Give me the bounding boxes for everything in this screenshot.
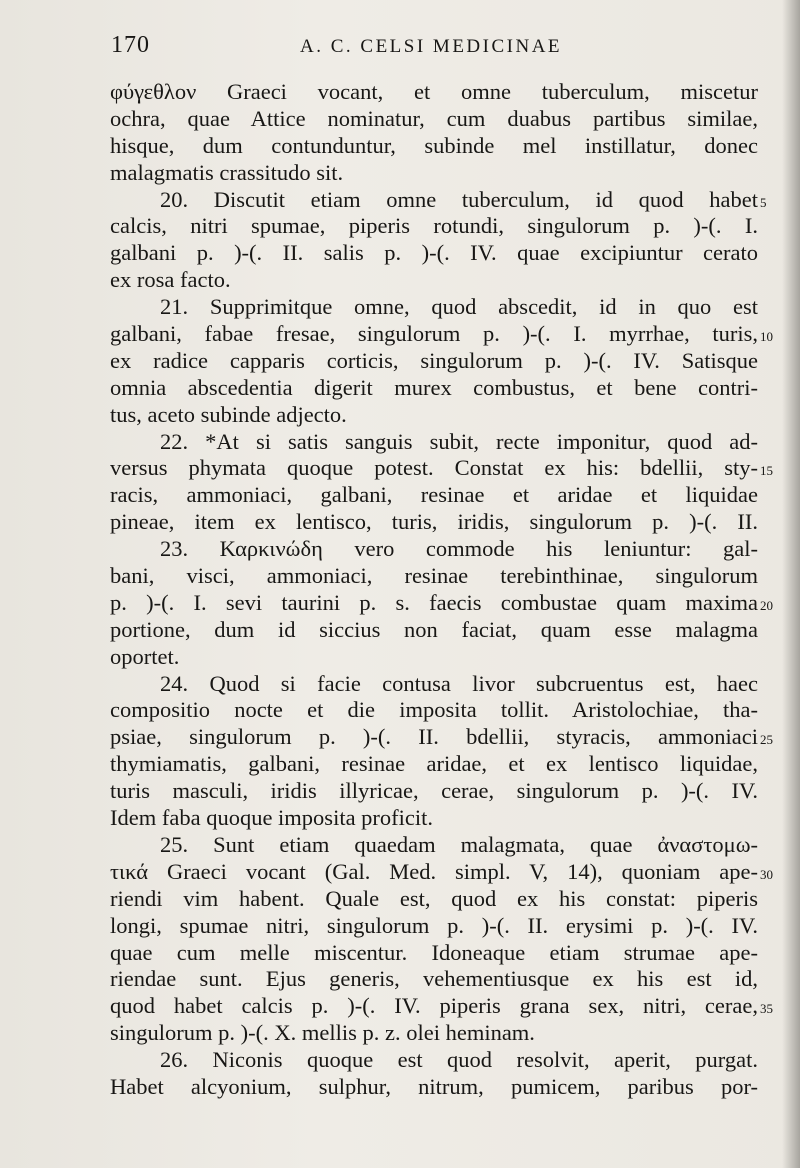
- text-line: [110, 778, 758, 805]
- line-text: p. )-(. I. sevi taurini p. s. faecis combustae quam maxima: [110, 589, 758, 615]
- text-body: [110, 79, 773, 1101]
- text-line: [110, 536, 758, 563]
- line-text: versus phymata quoque potest. Constat ex his: bdellii, sty-: [110, 455, 758, 481]
- text-line: [110, 563, 758, 590]
- text-line: [110, 644, 758, 671]
- text-line: [110, 160, 758, 187]
- line-text: malagmatis crassitudo sit.: [110, 159, 344, 185]
- line-text: ochra, quae Attice nominatur, cum duabus partibus similae,: [110, 105, 758, 131]
- text-line: [110, 213, 758, 240]
- running-title: A. C. CELSI MEDICINAE: [300, 36, 563, 57]
- text-line: [110, 375, 758, 402]
- line-text: psiae, singulorum p. )-(. II. bdellii, styracis, ammoniaci: [110, 724, 758, 750]
- line-text: longi, spumae nitri, singulorum p. )-(. II. erysimi p. )-(. IV.: [110, 912, 758, 938]
- text-line: [110, 751, 758, 778]
- text-line: [110, 671, 758, 698]
- margin-line-number: 5: [760, 194, 767, 210]
- scan-edge-shadow: [782, 0, 800, 1168]
- text-line: [110, 482, 758, 509]
- line-text: quae cum melle miscentur. Idoneaque etiam strumae ape-: [110, 939, 758, 965]
- line-text: turis masculi, iridis illyricae, cerae, singulorum p. )-(. IV.: [110, 778, 758, 804]
- line-text: 21. Supprimitque omne, quod abscedit, id in quo est: [160, 294, 758, 320]
- text-line: [110, 429, 758, 456]
- text-line: [110, 455, 773, 482]
- line-text: thymiamatis, galbani, resinae aridae, et ex lentisco liquidae,: [110, 751, 758, 777]
- line-text: bani, visci, ammoniaci, resinae terebinthinae, singulorum: [110, 563, 758, 589]
- line-text: 26. Niconis quoque est quod resolvit, aperit, purgat.: [160, 1047, 758, 1073]
- line-text: riendae sunt. Ejus generis, vehementiusque ex his est id,: [110, 966, 758, 992]
- text-line: [110, 617, 758, 644]
- line-text: 24. Quod si facie contusa livor subcruentus est, haec: [160, 670, 758, 696]
- text-line: [110, 1047, 758, 1074]
- line-text: racis, ammoniaci, galbani, resinae et aridae et liquidae: [110, 482, 758, 508]
- text-line: [110, 858, 773, 886]
- text-line: [110, 697, 758, 724]
- line-text: φύγεθλον Graeci vocant, et omne tuberculum, miscetur: [110, 79, 758, 104]
- page-header: [0, 32, 800, 62]
- text-line: [110, 886, 758, 913]
- margin-line-number: 20: [760, 597, 773, 613]
- line-text: 25. Sunt etiam quaedam malagmata, quae ἀναστομω-: [160, 831, 758, 857]
- line-text: oportet.: [110, 643, 180, 669]
- line-text: omnia abscedentia digerit murex combustus, et bene contri-: [110, 374, 758, 400]
- text-line: [110, 240, 758, 267]
- line-text: 20. Discutit etiam omne tuberculum, id quod habet: [160, 186, 758, 212]
- text-line: [110, 321, 773, 348]
- line-text: riendi vim habent. Quale est, quod ex his constat: piperis: [110, 885, 758, 911]
- line-text: tus, aceto subinde adjecto.: [110, 401, 347, 427]
- text-line: [110, 724, 773, 751]
- margin-line-number: 10: [760, 329, 773, 345]
- line-text: calcis, nitri spumae, piperis rotundi, singulorum p. )-(. I.: [110, 213, 758, 239]
- line-text: hisque, dum contunduntur, subinde mel instillatur, donec: [110, 132, 758, 158]
- text-line: [110, 294, 758, 321]
- line-text: Idem faba quoque imposita proficit.: [110, 805, 434, 831]
- text-line: [110, 805, 758, 832]
- text-line: [110, 1074, 758, 1101]
- line-text: Habet alcyonium, sulphur, nitrum, pumicem, paribus por-: [110, 1073, 758, 1099]
- text-line: [110, 133, 758, 160]
- line-text: compositio nocte et die imposita tollit. Aristolochiae, tha-: [110, 697, 758, 723]
- text-line: [110, 186, 767, 214]
- line-text: galbani p. )-(. II. salis p. )-(. IV. quae excipiuntur cerato: [110, 240, 758, 266]
- text-line: [110, 348, 758, 375]
- page-number: 170: [111, 32, 150, 58]
- text-line: [110, 1020, 758, 1047]
- text-line: [110, 509, 758, 536]
- line-text: ex rosa facto.: [110, 267, 231, 293]
- text-line: [110, 966, 758, 993]
- text-line: [110, 832, 758, 859]
- text-line: [110, 106, 758, 133]
- line-text: ex radice capparis corticis, singulorum p. )-(. IV. Satisque: [110, 347, 758, 373]
- line-text: portione, dum id siccius non faciat, quam esse malagma: [110, 616, 758, 642]
- line-text: quod habet calcis p. )-(. IV. piperis grana sex, nitri, cerae,: [110, 993, 758, 1019]
- line-text: galbani, fabae fresae, singulorum p. )-(. I. myrrhae, turis,: [110, 321, 758, 347]
- line-text: 23. Καρκινώδη vero commode his leniuntur: gal-: [160, 536, 758, 562]
- margin-line-number: 30: [760, 866, 773, 882]
- margin-line-number: 35: [760, 1001, 773, 1017]
- text-line: [110, 993, 773, 1020]
- text-line: [110, 913, 758, 940]
- text-line: [110, 940, 758, 967]
- text-line: [110, 79, 758, 106]
- margin-line-number: 25: [760, 732, 773, 748]
- line-text: pineae, item ex lentisco, turis, iridis, singulorum p. )-(. II.: [110, 509, 758, 535]
- margin-line-number: 15: [760, 463, 773, 479]
- line-text: singulorum p. )-(. X. mellis p. z. olei heminam.: [110, 1020, 535, 1046]
- line-text: τικά Graeci vocant (Gal. Med. simpl. V, 14), quoniam ape-: [110, 858, 758, 884]
- text-line: [110, 267, 758, 294]
- line-text: 22. *At si satis sanguis subit, recte imponitur, quod ad-: [160, 428, 758, 454]
- text-line: [110, 402, 758, 429]
- text-line: [110, 589, 773, 617]
